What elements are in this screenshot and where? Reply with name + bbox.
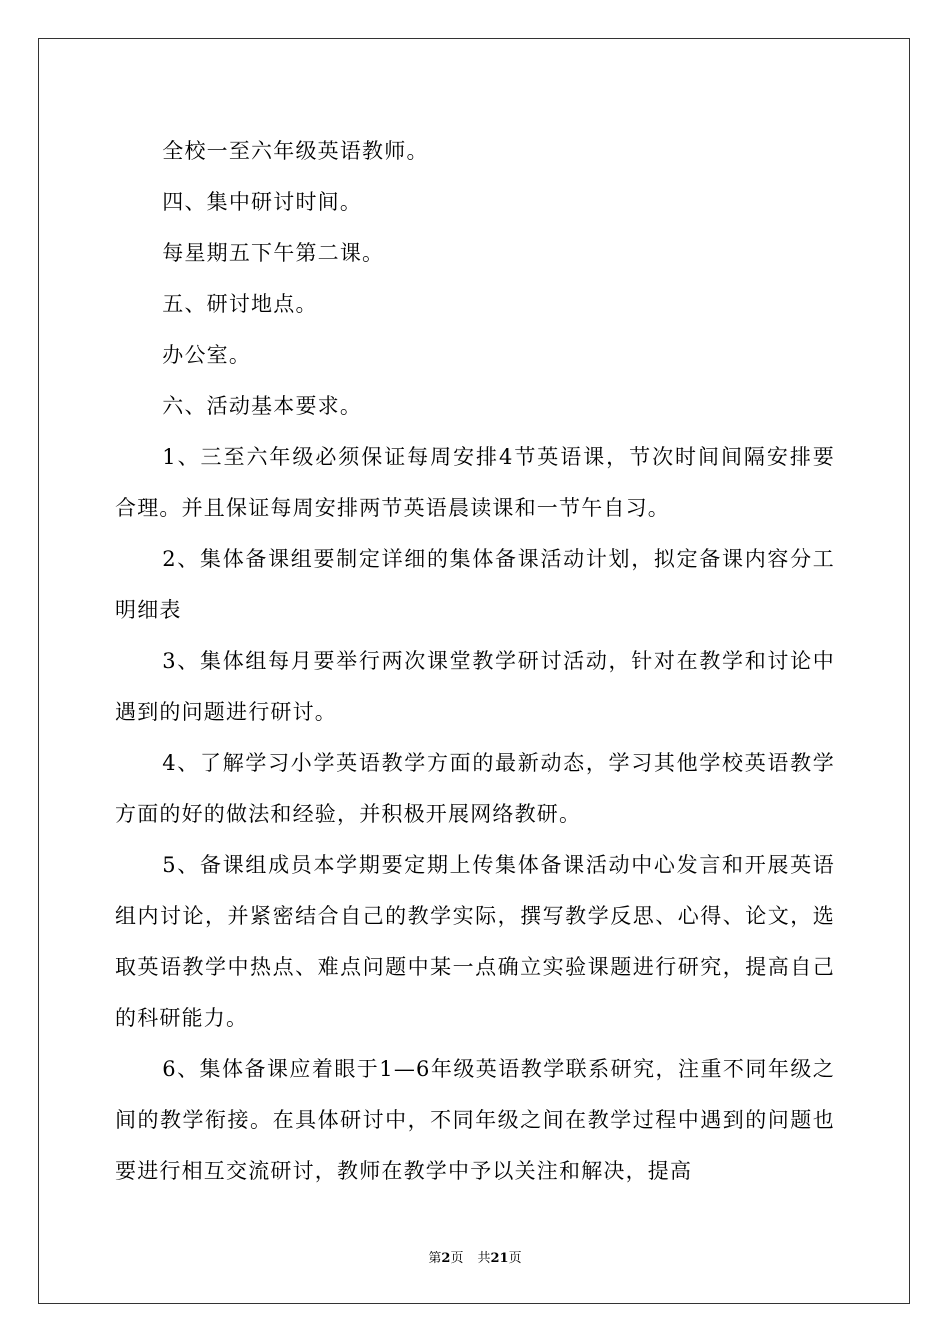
paragraph: 全校一至六年级英语教师。 bbox=[162, 139, 429, 163]
paragraph: 1、三至六年级必须保证每周安排4节英语课，节次时间间隔安排要合理。并且保证每周安排两节英语晨读课和一节午自习。 bbox=[115, 445, 835, 520]
paragraph: 3、集体组每月要举行两次课堂教学研讨活动，针对在教学和讨论中遇到的问题进行研讨。 bbox=[115, 649, 835, 724]
page-footer bbox=[0, 1247, 950, 1266]
total-pages: 21 bbox=[490, 1251, 509, 1266]
paragraph: 2、集体备课组要制定详细的集体备课活动计划，拟定备课内容分工明细表 bbox=[115, 547, 835, 622]
total-suffix: 页 bbox=[508, 1251, 522, 1266]
page-suffix: 页 bbox=[450, 1251, 464, 1266]
paragraph: 每星期五下午第二课。 bbox=[162, 241, 385, 265]
paragraph: 办公室。 bbox=[162, 343, 252, 367]
total-prefix: 共 bbox=[477, 1251, 491, 1266]
paragraph: 6、集体备课应着眼于1—6年级英语教学联系研究，注重不同年级之间的教学衔接。在具体研讨中，不同年级之间在教学过程中遇到的问题也要进行相互交流研讨，教师在教学中予以关注和解决，提高 bbox=[115, 1057, 835, 1183]
paragraph: 五、研讨地点。 bbox=[162, 292, 318, 316]
paragraph: 四、集中研讨时间。 bbox=[162, 190, 363, 214]
paragraph: 4、了解学习小学英语教学方面的最新动态，学习其他学校英语教学方面的好的做法和经验，并积极开展网络教研。 bbox=[115, 751, 835, 826]
page-number: 2 bbox=[441, 1251, 451, 1266]
page-prefix: 第 bbox=[428, 1251, 442, 1266]
paragraph: 六、活动基本要求。 bbox=[162, 394, 363, 418]
paragraph: 5、备课组成员本学期要定期上传集体备课活动中心发言和开展英语组内讨论，并紧密结合自己的教学实际，撰写教学反思、心得、论文，选取英语教学中热点、难点问题中某一点确立实验课题进行研究，提高自己的科研能力。 bbox=[115, 853, 835, 1030]
document-body bbox=[115, 126, 835, 1197]
